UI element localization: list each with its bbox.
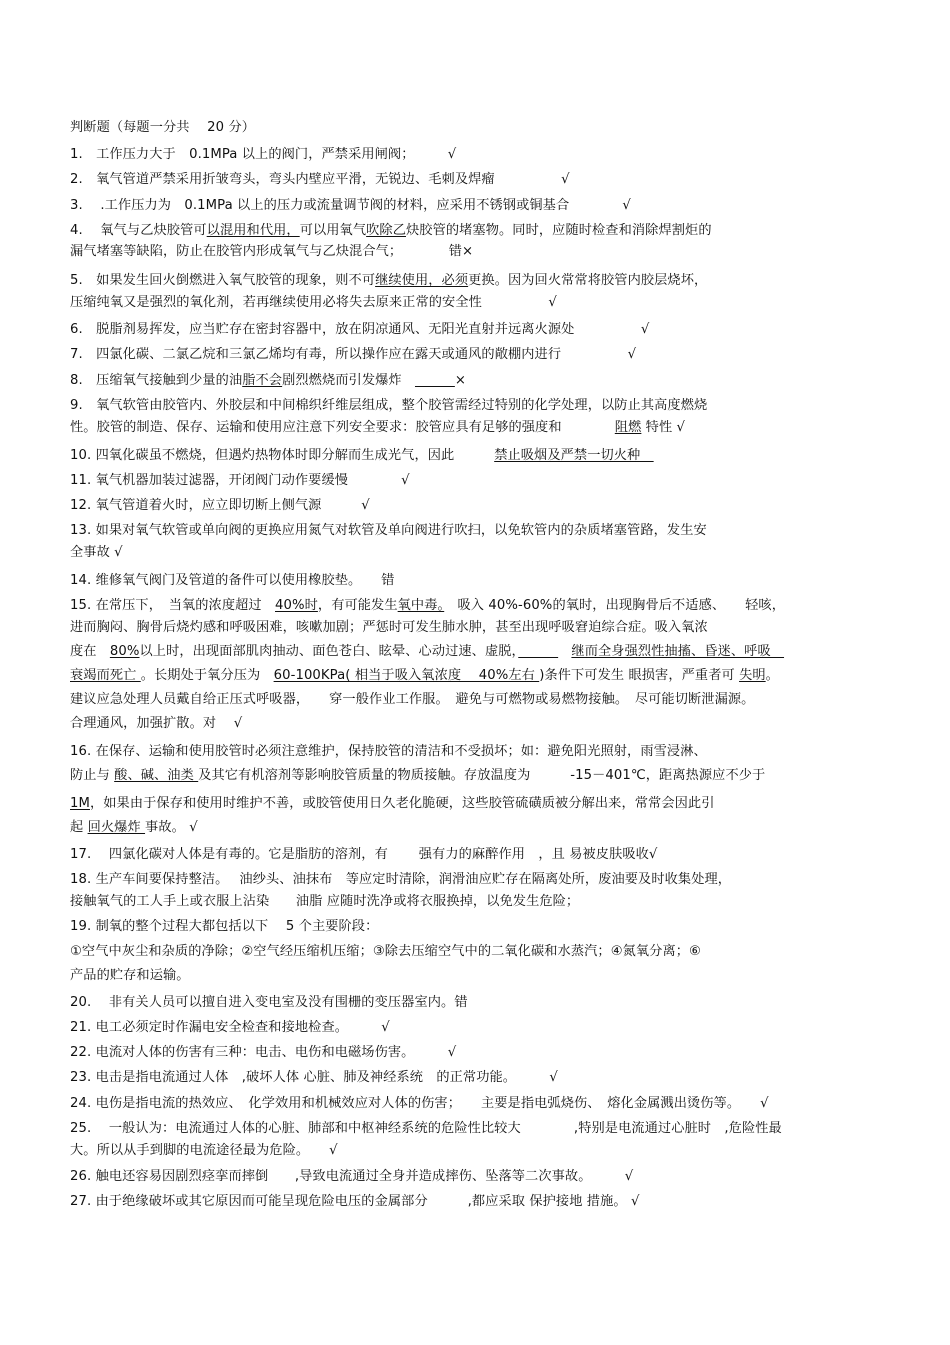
text-segment: 。 <box>765 668 779 683</box>
text-segment: 22. 电流对人体的伤害有三种：电击、电伤和电磁场伤害。 √ <box>70 1045 457 1060</box>
text-line <box>70 597 785 615</box>
text-segment: 3. .工作压力为 0.1MPa 以上的压力或流量调节阀的材料，应采用不锈钢或铜基合 √ <box>70 198 631 213</box>
text-segment: 2. 氧气管道严禁采用折皱弯头，弯头内壁应平滑，无锐边、毛刺及焊瘤 √ <box>70 172 570 187</box>
underlined-answer: 1M <box>70 796 90 811</box>
text-line <box>70 743 707 761</box>
text-line <box>70 715 242 733</box>
text-line <box>70 667 779 685</box>
text-line <box>70 419 685 437</box>
text-line <box>70 918 378 936</box>
text-line <box>70 572 395 590</box>
text-segment: 7. 四氯化碳、二氯乙烷和三氯乙烯均有毒，所以操作应在露天或通风的敞棚内进行 √ <box>70 347 637 362</box>
text-segment: 5. 如果发生回火倒燃进入氧气胶管的现象，则不可 <box>70 273 376 288</box>
text-segment: 19. 制氧的整个过程大都包括以下 5 个主要阶段： <box>70 919 379 934</box>
underlined-answer: 回火爆炸 <box>87 820 146 835</box>
text-segment: )条件下可发生 眼损害，严重者可 <box>539 668 740 683</box>
text-line <box>70 497 370 515</box>
underlined-answer: 继而全身强烈性抽搐、昏迷、呼吸 <box>571 644 785 659</box>
text-line <box>70 1168 633 1186</box>
text-line <box>70 967 190 985</box>
text-segment: 接触氧气的工人手上或衣服上沾染 油脂 应随时洗净或将衣服换掉，以免发生危险； <box>70 894 580 909</box>
text-segment: 性。胶管的制造、保存、运输和使用应注意下列安全要求：胶管应具有足够的强度和 <box>70 420 615 435</box>
text-segment: 炔胶管的堵塞物。同时，应随时检查和消除焊割炬的 <box>406 223 712 238</box>
text-segment: 21. 电工必须定时作漏电安全检查和接地检查。 √ <box>70 1020 390 1035</box>
text-line <box>70 544 123 562</box>
text-line <box>70 272 707 290</box>
underlined-answer <box>415 373 455 388</box>
underlined-answer: 阻燃 <box>614 420 642 435</box>
text-segment: 16. 在保存、运输和使用胶管时必须注意维护，保持胶管的清洁和不受损坏；如：避免阳光照射，雨雪浸淋、 <box>70 744 707 759</box>
underlined-answer: 以混用和代用， <box>206 223 300 238</box>
text-line <box>70 691 754 709</box>
underlined-answer: 酸、碱、油类 <box>114 768 199 783</box>
text-segment: 20. 非有关人员可以擅自进入变电室及没有围栅的变压器室内。错 <box>70 995 468 1010</box>
text-line <box>70 222 712 240</box>
text-segment: 。长期处于氧分压为 <box>140 668 274 683</box>
text-line <box>70 321 649 339</box>
text-line <box>70 819 198 837</box>
text-line <box>70 243 473 261</box>
underlined-answer <box>518 644 558 659</box>
text-line <box>70 1019 390 1037</box>
text-line <box>70 146 456 164</box>
text-segment: 事故。 √ <box>145 820 198 835</box>
underlined-answer: 禁止吸烟及严禁一切火种 <box>494 448 654 463</box>
text-segment: 27. 由于绝缘破坏或其它原因而可能呈现危险电压的金属部分 ,都应采取 保护接地 措施。 √ <box>70 1194 640 1209</box>
text-segment: 12. 氧气管道着火时，应立即切断上侧气源 √ <box>70 498 370 513</box>
text-segment: 全事故 √ <box>70 545 123 560</box>
text-segment: 17. 四氯化碳对人体是有毒的。它是脂肪的溶剂，有 强有力的麻醉作用 ，且 易被皮肤吸收√ <box>70 847 658 862</box>
text-segment <box>558 644 571 659</box>
text-segment: ①空气中灰尘和杂质的净除；②空气经压缩机压缩；③除去压缩空气中的二氧化碳和水蒸汽；④氮氧分离；⑥ <box>70 944 701 959</box>
text-segment: 24. 电伤是指电流的热效应、 化学效用和机械效应对人体的伤害； 主要是指电弧烧伤、 熔化金属溅出烫伤等。 √ <box>70 1096 769 1111</box>
underlined-answer: 吹除乙 <box>366 223 406 238</box>
text-line <box>70 846 657 864</box>
text-segment: 合理通风，加强扩散。对 √ <box>70 716 243 731</box>
underlined-answer: 80% <box>109 644 140 659</box>
text-segment: 可以用氧气 <box>299 223 367 238</box>
text-segment: 起 <box>70 820 88 835</box>
text-segment: 14. 维修氧气阀门及管道的备件可以使用橡胶垫。 错 <box>70 573 395 588</box>
text-segment: 及其它有机溶剂等影响胶管质量的物质接触。存放温度为 -15－401℃，距离热源应不少于 <box>198 768 766 783</box>
underlined-answer: 60-100KPa( 相当于吸入氧浓度 40%左右 <box>273 668 540 683</box>
text-line <box>70 893 579 911</box>
text-segment: 9. 氧气软管由胶管内、外胶层和中间棉织纤维层组成，整个胶管需经过特别的化学处理，以防止其高度燃烧 <box>70 398 708 413</box>
text-segment: 4. 氧气与乙炔胶管可 <box>70 223 207 238</box>
text-segment: 13. 如果对氧气软管或单向阀的更换应用氮气对软管及单向阀进行吹扫，以免软管内的杂质堵塞管路，发生安 <box>70 523 707 538</box>
text-segment: 度在 <box>70 644 110 659</box>
text-segment: 更换。因为回火常常将胶管内胶层烧坏， <box>468 273 708 288</box>
text-line <box>70 346 636 364</box>
text-segment: 以上时，出现面部肌肉抽动、面色苍白、眩晕、心动过速、虚脱， <box>139 644 519 659</box>
text-segment: 防止与 <box>70 768 115 783</box>
text-line <box>70 197 631 215</box>
text-line <box>70 619 708 637</box>
text-line <box>70 994 468 1012</box>
text-line <box>70 294 557 312</box>
text-line <box>70 943 701 961</box>
text-line <box>70 472 410 490</box>
text-line <box>70 1193 639 1211</box>
text-line <box>70 522 707 540</box>
text-segment: 产品的贮存和运输。 <box>70 968 190 983</box>
underlined-answer: 衰竭而死亡 <box>70 668 141 683</box>
text-segment: 25. 一般认为：电流通过人体的心脏、肺部和中枢神经系统的危险性比较大 ,特别是电流通过心脏时 ,危险性最 <box>70 1121 782 1136</box>
text-line <box>70 397 707 415</box>
text-segment: 11. 氧气机器加装过滤器，开闭阀门动作要缓慢 √ <box>70 473 410 488</box>
text-line <box>70 643 784 661</box>
text-line <box>70 871 731 889</box>
text-segment: 1. 工作压力大于 0.1MPa 以上的阀门，严禁采用闸阀； √ <box>70 147 457 162</box>
text-segment: 8. 压缩氧气接触到少量的油 <box>70 373 243 388</box>
text-line <box>70 1120 782 1138</box>
text-segment: 进而胸闷、胸骨后烧灼感和呼吸困难，咳嗽加剧；严惩时可发生肺水肿，甚至出现呼吸窘迫综合症。吸入氧浓 <box>70 620 708 635</box>
text-segment: 10. 四氧化碳虽不燃烧，但遇灼热物体时即分解而生成光气，因此 <box>70 448 495 463</box>
text-segment: 18. 生产车间要保持整洁。 油纱头、油抹布 等应定时清除，润滑油应贮存在隔离处所，废油要及时收集处理， <box>70 872 732 887</box>
text-segment: 剧烈燃烧而引发爆炸 <box>282 373 415 388</box>
underlined-answer: 40%时 <box>275 598 318 613</box>
underlined-answer: 失明 <box>739 668 766 683</box>
text-segment: 建议应急处理人员戴自给正压式呼吸器， 穿一般作业工作服。 避免与可燃物或易燃物接触。 尽可能切断泄漏源。 <box>70 692 755 707</box>
text-segment: 6. 脱脂剂易挥发，应当贮存在密封容器中，放在阴凉通风、无阳光直射并远离火源处 √ <box>70 322 650 337</box>
text-segment: 23. 电击是指电流通过人体 ,破坏人体 心脏、肺及神经系统 的正常功能。 √ <box>70 1070 558 1085</box>
text-line <box>70 119 255 137</box>
text-line <box>70 372 466 390</box>
underlined-answer: 继续使用，必须 <box>375 273 469 288</box>
text-segment: 漏气堵塞等缺陷，防止在胶管内形成氧气与乙炔混合气； 错× <box>70 244 474 259</box>
text-segment: 15. 在常压下， 当氧的浓度超过 <box>70 598 275 613</box>
text-segment: ，如果由于保存和使用时维护不善，或胶管使用日久老化脆硬，这些胶管硫磺质被分解出来，常常会因此引 <box>89 796 715 811</box>
text-line <box>70 767 765 785</box>
text-line <box>70 171 570 189</box>
text-line <box>70 795 714 813</box>
text-segment: × <box>454 373 467 388</box>
text-line <box>70 1095 769 1113</box>
text-segment: 特性 √ <box>641 420 686 435</box>
text-line <box>70 447 654 465</box>
underlined-answer: 氧中毒。 <box>397 598 445 613</box>
text-segment: 压缩纯氧又是强烈的氧化剂，若再继续使用必将失去原来正常的安全性 √ <box>70 295 557 310</box>
text-line <box>70 1069 558 1087</box>
text-segment: 判断题（每题一分共 20 分） <box>70 120 256 135</box>
text-segment: 吸入 40%-60%的氧时，出现胸骨后不适感、 轻咳， <box>444 598 786 613</box>
text-segment: ，有可能发生 <box>317 598 398 613</box>
underlined-answer: 脂不会 <box>242 373 283 388</box>
text-segment: 大。所以从手到脚的电流途径最为危险。 √ <box>70 1143 338 1158</box>
text-segment: 26. 触电还容易因剧烈痉挛而摔倒 ,导致电流通过全身并造成摔伤、坠落等二次事故。 √ <box>70 1169 634 1184</box>
text-line <box>70 1142 338 1160</box>
text-line <box>70 1044 456 1062</box>
